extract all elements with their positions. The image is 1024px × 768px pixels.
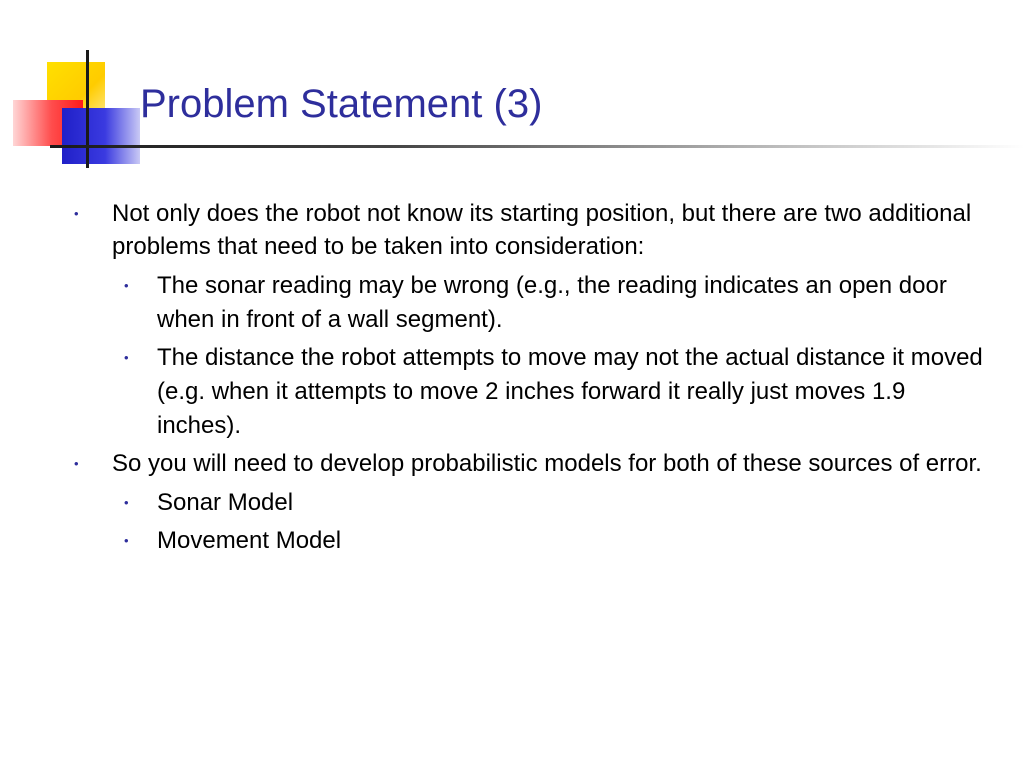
sub-bullet-text: Sonar Model (157, 489, 294, 516)
sub-bullet-item (112, 341, 988, 443)
bullet-list (68, 197, 988, 562)
bullet-icon: • (124, 533, 129, 548)
sub-bullet-item (112, 486, 988, 520)
vertical-rule (86, 50, 89, 168)
bullet-text: Not only does the robot not know its starting position, but there are two additional problems that need to be taken into consideration: (112, 200, 972, 260)
sub-bullet-item (112, 524, 988, 558)
bullet-text: So you will need to develop probabilistic models for both of these sources of error. (112, 450, 982, 477)
slide-title: Problem Statement (3) (140, 82, 543, 126)
blue-square-decoration (62, 108, 140, 164)
title-underline-rule (50, 145, 1024, 148)
bullet-icon: • (124, 350, 129, 365)
bullet-icon: • (124, 495, 129, 510)
bullet-item (68, 197, 988, 263)
bullet-item (68, 447, 988, 480)
bullet-icon: • (124, 278, 129, 293)
sub-bullet-text: The sonar reading may be wrong (e.g., the reading indicates an open door when in front of a wall segment). (157, 272, 947, 333)
sub-bullet-text: Movement Model (157, 527, 342, 554)
bullet-icon: • (74, 206, 79, 221)
bullet-icon: • (74, 456, 79, 471)
sub-bullet-item (112, 269, 988, 337)
sub-bullet-text: The distance the robot attempts to move may not the actual distance it moved (e.g. when it attempts to move 2 inches forward it really just moves 1.9 inches). (157, 344, 983, 439)
